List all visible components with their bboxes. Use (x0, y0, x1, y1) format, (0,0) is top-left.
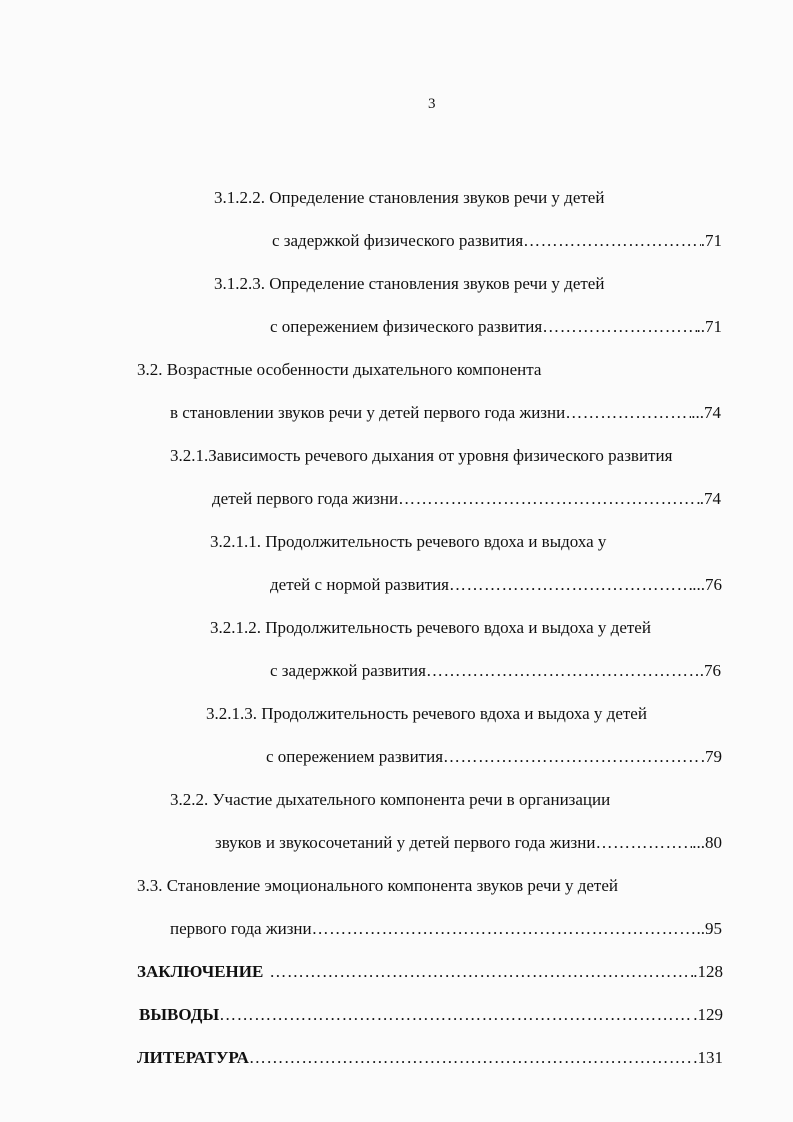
toc-heading-text: 3.2. Возрастные особенности дыхательного компонента (137, 360, 542, 379)
toc-entry (170, 401, 721, 425)
toc-heading-3-2 (137, 358, 541, 382)
toc-heading-3-2-1-2 (210, 616, 651, 640)
toc-entry-text: первого года жизни (170, 919, 312, 938)
toc-entry-text: с опережением физического развития (270, 317, 543, 336)
toc-heading-text: 3.2.1.3. Продолжительность речевого вдоха и выдоха у детей (206, 704, 647, 723)
toc-entry-text: ЛИТЕРАТУРА (137, 1048, 249, 1067)
toc-entry-findings (139, 1003, 723, 1027)
leader-dots (219, 1003, 693, 1027)
toc-entry-text: в становлении звуков речи у детей первого года жизни (170, 403, 566, 422)
toc-heading-3-2-1-1 (210, 530, 606, 554)
leader-dots (312, 917, 697, 941)
leader-dots (449, 573, 692, 597)
toc-entry (212, 487, 721, 511)
toc-heading-text: 3.3. Становление эмоционального компонента звуков речи у детей (137, 876, 618, 895)
toc-page-number: .76 (699, 661, 721, 680)
leader-dots (269, 960, 693, 984)
toc-entry-text: ЗАКЛЮЧЕНИЕ (137, 962, 264, 981)
leader-dots (523, 229, 701, 253)
toc-heading-text: 3.1.2.2. Определение становления звуков речи у детей (214, 188, 605, 207)
toc-heading-text: 3.2.1.1. Продолжительность речевого вдоха и выдоха у (210, 532, 607, 551)
toc-page-number: ..71 (696, 317, 722, 336)
toc-entry-text: с опережением развития (266, 747, 444, 766)
toc-heading-3-1-2-2 (214, 186, 604, 210)
toc-heading-3-3 (137, 874, 618, 898)
toc-heading-3-2-1-3 (206, 702, 647, 726)
leader-dots (565, 401, 691, 425)
leader-dots (542, 315, 696, 339)
toc-entry-text: детей первого года жизни (212, 489, 399, 508)
toc-entry-text: с задержкой развития (270, 661, 426, 680)
toc-heading-text: 3.2.1.2. Продолжительность речевого вдоха и выдоха у детей (210, 618, 651, 637)
toc-heading-3-1-2-3 (214, 272, 604, 296)
toc-page-number: .79 (700, 747, 722, 766)
toc-page-number: ..95 (696, 919, 722, 938)
toc-entry (170, 917, 722, 941)
toc-page-number: .74 (699, 489, 721, 508)
leader-dots (398, 487, 700, 511)
toc-page-number: ...80 (692, 833, 722, 852)
leader-dots (426, 659, 700, 683)
toc-page-number: ...74 (691, 403, 721, 422)
page-number: 3 (428, 96, 436, 112)
toc-page-number: .131 (693, 1048, 723, 1067)
toc-entry (266, 745, 722, 769)
toc-heading-text: 3.2.2. Участие дыхательного компонента речи в организации (170, 790, 611, 809)
toc-page-number: ...76 (692, 575, 722, 594)
toc-entry-conclusion (137, 960, 723, 984)
toc-entry (270, 315, 722, 339)
toc-entry (272, 229, 722, 253)
toc-page-number: .71 (700, 231, 722, 250)
toc-entry-literature (137, 1046, 723, 1070)
toc-page-number: .128 (693, 962, 723, 981)
toc-entry (215, 831, 722, 855)
toc-heading-3-2-1 (170, 444, 672, 468)
toc-entry-text: детей с нормой развития (270, 575, 449, 594)
toc-entry (270, 659, 721, 683)
toc-entry-text: с задержкой физического развития (272, 231, 524, 250)
toc-entry-text: звуков и звукосочетаний у детей первого года жизни (215, 833, 596, 852)
toc-page-number: .129 (693, 1005, 723, 1024)
leader-dots (443, 745, 701, 769)
leader-dots (249, 1046, 693, 1070)
toc-heading-text: 3.2.1.Зависимость речевого дыхания от уровня физического развития (170, 446, 673, 465)
toc-heading-3-2-2 (170, 788, 610, 812)
leader-dots (595, 831, 692, 855)
toc-entry (270, 573, 722, 597)
toc-entry-text: ВЫВОДЫ (139, 1005, 220, 1024)
toc-heading-text: 3.1.2.3. Определение становления звуков речи у детей (214, 274, 605, 293)
